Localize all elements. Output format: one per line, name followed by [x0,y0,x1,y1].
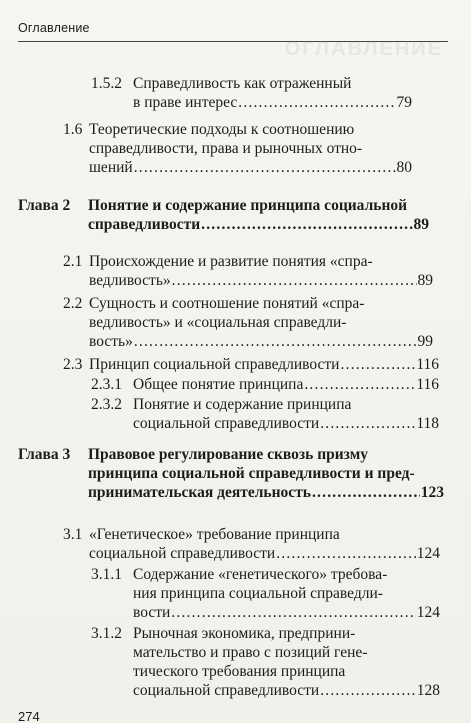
toc-page-number: 79 [396,94,412,111]
leader-dots [134,158,396,177]
toc-entry-number: 2.3.2 [91,396,122,413]
toc-entry-text: вость» [89,333,133,350]
toc-entry-text: справедливости, права и рыночных отно- [89,140,363,157]
toc-entry-text: ния принципа социальной справедли- [133,585,383,602]
toc-entry-number: 2.2 [63,295,83,312]
bleed-through-text: ОГЛАВЛЕНИЕ [284,38,443,60]
toc-entry-text: Общее понятие принципа [133,376,304,393]
toc-entry-number: 1.6 [63,121,83,138]
toc-entry-number: 3.1.2 [91,625,122,642]
toc-page-number: 89 [413,216,429,233]
toc-entry-text: «Генетическое» требование принципа [89,526,340,543]
toc-entry-text: Теоретические подходы к соотношению [89,121,355,138]
toc-entry-text: тического требования принципа [133,663,346,680]
toc-entry-text: вости [133,604,171,621]
toc-entry-text: Рыночная экономика, предприни- [133,625,356,642]
toc-entry-text: Происхождение и развитие понятия «спра- [89,253,373,270]
leader-dots [312,483,420,502]
leader-dots [320,681,416,700]
toc-chapter-number: Глава 2 [18,197,71,214]
toc-entry-text: социальной справедливости [89,545,276,562]
toc-page-number: 89 [417,272,433,289]
toc-entry-text: Принцип социальной справедливости [89,356,340,373]
leader-dots [238,93,395,112]
toc-entry-number: 2.3.1 [91,376,122,393]
toc-page-number: 80 [396,159,412,176]
toc-page-number: 124 [416,604,440,621]
toc-page-number: 116 [416,356,439,373]
running-header: Оглавление [18,21,90,35]
leader-dots [201,215,412,234]
toc-entry-number: 3.1.1 [91,566,122,583]
toc-entry-text: Содержание «генетического» требова- [133,566,388,583]
toc-entry-number: 3.1 [63,526,83,543]
toc-entry-text: Справедливость как отраженный [133,75,352,92]
toc-page-number: 128 [416,682,440,699]
toc-entry-text: ведливость» и «социальная справедли- [89,314,347,331]
toc-page-number: 116 [416,376,439,393]
page-number: 274 [18,709,40,723]
toc-entry-text: мательство и право с позиций гене- [133,644,368,661]
leader-dots [134,332,417,351]
toc-entry-text: ведливость» [89,272,171,289]
toc-page-number: 123 [420,484,444,501]
toc-entry-text: в праве интерес [133,94,238,111]
leader-dots [320,414,415,433]
leader-dots [171,603,415,622]
toc-chapter-text: Правовое регулирование сквозь призму [88,446,368,463]
toc-entry-text: социальной справедливости [133,682,320,699]
leader-dots [304,375,415,394]
toc-chapter-text: Понятие и содержание принципа социальной [88,197,408,214]
toc-chapter-text: справедливости [88,216,201,233]
toc-page-number: 124 [416,545,440,562]
leader-dots [172,271,417,290]
toc-page-number: 99 [417,333,433,350]
toc-entry-number: 1.5.2 [91,75,122,92]
toc-entry-number: 2.1 [63,253,83,270]
toc-chapter-text: принимательская деятельность [88,484,311,501]
leader-dots [340,355,415,374]
toc-entry-text: Сущность и соотношение понятий «спра- [89,295,365,312]
leader-dots [276,544,416,563]
toc-page-number: 118 [416,415,439,432]
toc-chapter-text: принципа социальной справедливости и пред- [88,465,415,482]
toc-entry-text: Понятие и содержание принципа [133,396,352,413]
toc-entry-number: 2.3 [63,356,83,373]
toc-entry-text: шений [89,159,133,176]
toc-entry-text: социальной справедливости [133,415,320,432]
toc-chapter-number: Глава 3 [18,446,71,463]
